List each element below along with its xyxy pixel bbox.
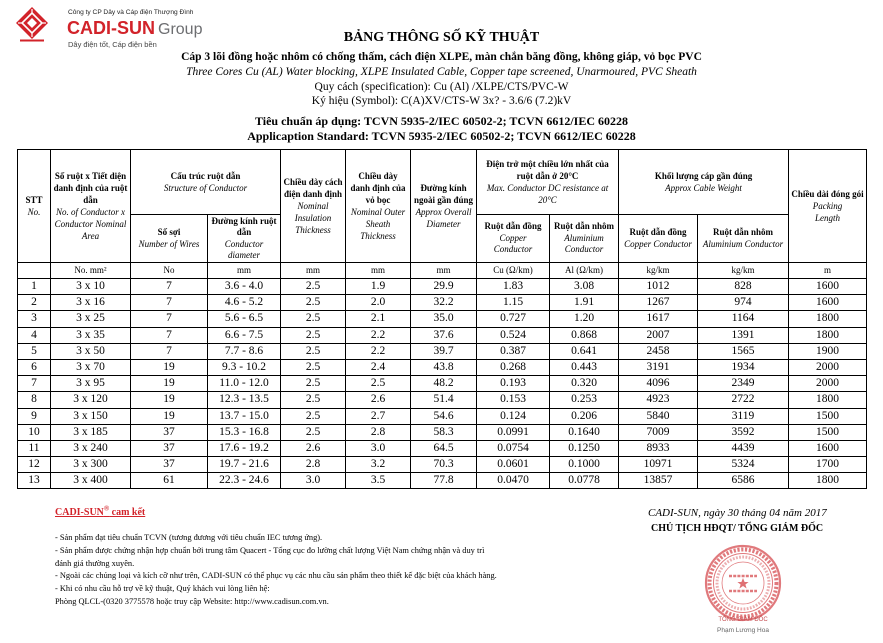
cell-stt: 1 bbox=[18, 279, 51, 295]
header-resistance-en: Max. Conductor DC resistance at 20°C bbox=[486, 183, 609, 205]
cell-cu-resistance: 0.0991 bbox=[477, 424, 550, 440]
cell-cu-weight: 1012 bbox=[619, 279, 698, 295]
cell-insulation-thickness: 2.5 bbox=[281, 392, 346, 408]
cell-sheath-thickness: 1.9 bbox=[346, 279, 411, 295]
cell-cu-weight: 13857 bbox=[619, 473, 698, 489]
cell-stt: 8 bbox=[18, 392, 51, 408]
header-resistance-cu-vi: Ruột dẫn đồng bbox=[484, 221, 542, 232]
cell-sheath-thickness: 2.4 bbox=[346, 359, 411, 375]
cell-packing-length: 2000 bbox=[789, 376, 867, 392]
cell-packing-length: 1800 bbox=[789, 327, 867, 343]
cell-cu-weight: 8933 bbox=[619, 440, 698, 456]
cell-conductor-diameter: 11.0 - 12.0 bbox=[208, 376, 281, 392]
unit-resistance-al: Al (Ω/km) bbox=[550, 263, 619, 279]
header-packing-vi: Chiều dài đóng gói bbox=[791, 189, 864, 199]
commitment-line: - Sản phẩm đạt tiêu chuẩn TCVN (tương đương với tiêu chuẩn IEC tương ứng). bbox=[55, 533, 323, 542]
cell-al-weight: 5324 bbox=[698, 457, 789, 473]
cell-cu-resistance: 0.193 bbox=[477, 376, 550, 392]
header-resistance-cu bbox=[477, 215, 550, 263]
unit-conductor: No. mm² bbox=[51, 263, 131, 279]
header-wires-vi: Số sợi bbox=[157, 227, 181, 237]
header-resistance-cu-en: Copper Conductor bbox=[493, 232, 533, 255]
cell-overall-diameter: 35.0 bbox=[411, 311, 477, 327]
cell-sheath-thickness: 2.0 bbox=[346, 295, 411, 311]
header-sheath-en: Nominal Outer Sheath Thickness bbox=[350, 207, 406, 241]
commitment-line: đánh giá thường xuyên. bbox=[55, 558, 135, 568]
table-row bbox=[18, 279, 867, 295]
cell-cu-weight: 10971 bbox=[619, 457, 698, 473]
header-weight-cu-vi: Ruột dẫn đồng bbox=[629, 227, 687, 237]
cell-al-resistance: 0.320 bbox=[550, 376, 619, 392]
table-row bbox=[18, 327, 867, 343]
cell-stt: 10 bbox=[18, 424, 51, 440]
cell-conductor-diameter: 12.3 - 13.5 bbox=[208, 392, 281, 408]
cell-conductor-diameter: 7.7 - 8.6 bbox=[208, 343, 281, 359]
header-sheath bbox=[346, 150, 411, 263]
cell-insulation-thickness: 2.5 bbox=[281, 424, 346, 440]
cell-conductor-diameter: 3.6 - 4.0 bbox=[208, 279, 281, 295]
cell-insulation-thickness: 2.5 bbox=[281, 327, 346, 343]
cell-insulation-thickness: 2.5 bbox=[281, 343, 346, 359]
cell-al-weight: 2349 bbox=[698, 376, 789, 392]
cell-al-weight: 3119 bbox=[698, 408, 789, 424]
cell-sheath-thickness: 2.5 bbox=[346, 376, 411, 392]
cell-al-resistance: 1.20 bbox=[550, 311, 619, 327]
cell-al-resistance: 0.641 bbox=[550, 343, 619, 359]
cell-conductor-size: 3 x 300 bbox=[51, 457, 131, 473]
table-row bbox=[18, 424, 867, 440]
cell-insulation-thickness: 2.5 bbox=[281, 311, 346, 327]
cell-al-resistance: 1.91 bbox=[550, 295, 619, 311]
header-resistance-al-vi: Ruột dẫn nhôm bbox=[554, 221, 615, 232]
cell-cu-weight: 1267 bbox=[619, 295, 698, 311]
table-row bbox=[18, 408, 867, 424]
cell-cu-resistance: 0.524 bbox=[477, 327, 550, 343]
specification: Quy cách (specification): Cu (Al) /XLPE/CTS/PVC-W bbox=[314, 81, 569, 93]
header-resistance-al bbox=[550, 215, 619, 263]
cell-conductor-diameter: 6.6 - 7.5 bbox=[208, 327, 281, 343]
cell-conductor-diameter: 5.6 - 6.5 bbox=[208, 311, 281, 327]
header-conductor-en: No. of Conductor x Conductor Nominal Area bbox=[54, 207, 127, 241]
commitment-title bbox=[55, 504, 146, 519]
header-weight-al-en: Aluminium Conductor bbox=[702, 238, 784, 249]
cell-stt: 11 bbox=[18, 440, 51, 456]
cell-cu-resistance: 1.15 bbox=[477, 295, 550, 311]
cell-packing-length: 1500 bbox=[789, 424, 867, 440]
cell-conductor-diameter: 4.6 - 5.2 bbox=[208, 295, 281, 311]
cell-conductor-size: 3 x 120 bbox=[51, 392, 131, 408]
cell-al-weight: 1164 bbox=[698, 311, 789, 327]
table-body bbox=[18, 279, 867, 489]
cell-conductor-size: 3 x 25 bbox=[51, 311, 131, 327]
table-row bbox=[18, 392, 867, 408]
cell-packing-length: 1500 bbox=[789, 408, 867, 424]
cell-cu-weight: 4923 bbox=[619, 392, 698, 408]
cell-al-resistance: 0.868 bbox=[550, 327, 619, 343]
header-overall-en: Approx Overall Diameter bbox=[415, 207, 472, 229]
cell-al-resistance: 0.206 bbox=[550, 408, 619, 424]
header-stt bbox=[18, 150, 51, 263]
cell-cu-resistance: 0.0754 bbox=[477, 440, 550, 456]
cell-conductor-size: 3 x 400 bbox=[51, 473, 131, 489]
header-diameter bbox=[208, 215, 281, 263]
cell-cu-resistance: 0.387 bbox=[477, 343, 550, 359]
cell-overall-diameter: 29.9 bbox=[411, 279, 477, 295]
header-wires bbox=[131, 215, 208, 263]
cell-stt: 4 bbox=[18, 327, 51, 343]
cell-al-resistance: 0.443 bbox=[550, 359, 619, 375]
standard-en: Applicaption Standard: TCVN 5935-2/IEC 60502-2; TCVN 6612/IEC 60228 bbox=[247, 129, 636, 143]
cell-conductor-size: 3 x 10 bbox=[51, 279, 131, 295]
cell-overall-diameter: 37.6 bbox=[411, 327, 477, 343]
cell-cu-weight: 3191 bbox=[619, 359, 698, 375]
cell-wire-count: 7 bbox=[131, 327, 208, 343]
cell-overall-diameter: 39.7 bbox=[411, 343, 477, 359]
signer-name: Phạm Lương Hoa bbox=[717, 627, 769, 634]
units-row bbox=[18, 263, 867, 279]
page-title: BẢNG THÔNG SỐ KỸ THUẬT bbox=[343, 30, 540, 45]
cell-cu-weight: 4096 bbox=[619, 376, 698, 392]
cell-cu-weight: 2458 bbox=[619, 343, 698, 359]
header-weight-cu bbox=[619, 215, 698, 263]
slogan: Dây điện tốt, Cáp điện bền bbox=[68, 40, 157, 49]
cell-conductor-diameter: 22.3 - 24.6 bbox=[208, 473, 281, 489]
cell-sheath-thickness: 2.2 bbox=[346, 343, 411, 359]
table-row bbox=[18, 359, 867, 375]
description-vi: Cáp 3 lõi đồng hoặc nhôm có chống thấm, cách điện XLPE, màn chắn băng đồng, không giáp, vỏ bọc PVC bbox=[181, 51, 702, 63]
cell-al-weight: 3592 bbox=[698, 424, 789, 440]
cell-conductor-diameter: 17.6 - 19.2 bbox=[208, 440, 281, 456]
cell-wire-count: 61 bbox=[131, 473, 208, 489]
cell-wire-count: 37 bbox=[131, 424, 208, 440]
cell-conductor-size: 3 x 150 bbox=[51, 408, 131, 424]
header-sheath-vi: Chiều dày danh định của vỏ bọc bbox=[350, 171, 406, 205]
cell-insulation-thickness: 2.5 bbox=[281, 359, 346, 375]
cell-conductor-size: 3 x 95 bbox=[51, 376, 131, 392]
cell-overall-diameter: 58.3 bbox=[411, 424, 477, 440]
header-packing-en: Packing Length bbox=[812, 201, 843, 223]
cell-stt: 2 bbox=[18, 295, 51, 311]
cell-al-resistance: 0.0778 bbox=[550, 473, 619, 489]
cell-overall-diameter: 77.8 bbox=[411, 473, 477, 489]
table-row bbox=[18, 376, 867, 392]
cell-conductor-size: 3 x 50 bbox=[51, 343, 131, 359]
table-row bbox=[18, 457, 867, 473]
commitment-line: - Ngoài các chủng loại và kích cỡ như trên, CADI-SUN có thể phục vụ các nhu cầu sản phẩm theo thiết kế đặc biệt của khách hàng. bbox=[55, 571, 497, 581]
cell-packing-length: 1700 bbox=[789, 457, 867, 473]
unit-wires: No bbox=[131, 263, 208, 279]
header-conductor-vi: Số ruột x Tiết diện danh định của ruột dẫn bbox=[53, 171, 128, 205]
contact-line: Phòng QLCL-(0320 3775578 hoặc truy cập Website: http://www.cadisun.com.vn. bbox=[55, 596, 329, 606]
cell-al-weight: 6586 bbox=[698, 473, 789, 489]
header-wires-en: Number of Wires bbox=[138, 238, 200, 249]
cell-al-resistance: 0.1250 bbox=[550, 440, 619, 456]
standard-vi: Tiêu chuẩn áp dụng: TCVN 5935-2/IEC 60502-2; TCVN 6612/IEC 60228 bbox=[254, 114, 629, 128]
cell-cu-weight: 5840 bbox=[619, 408, 698, 424]
commitment-brand: CADI-SUN bbox=[55, 507, 104, 518]
cell-wire-count: 7 bbox=[131, 279, 208, 295]
registered-mark: ® bbox=[103, 504, 110, 513]
header-overall-vi: Đường kính ngoài gần đúng bbox=[414, 183, 474, 205]
cell-overall-diameter: 32.2 bbox=[411, 295, 477, 311]
cell-packing-length: 1800 bbox=[789, 311, 867, 327]
cell-conductor-diameter: 13.7 - 15.0 bbox=[208, 408, 281, 424]
header-weight-vi: Khối lượng cáp gần đúng bbox=[654, 171, 753, 181]
cell-conductor-size: 3 x 185 bbox=[51, 424, 131, 440]
description-en: Three Cores Cu (AL) Water blocking, XLPE Insulated Cable, Copper tape screened, Unarmoured, PVC Sheath bbox=[186, 66, 697, 78]
header-stt-en: No. bbox=[27, 207, 41, 217]
cell-wire-count: 19 bbox=[131, 359, 208, 375]
cell-sheath-thickness: 2.7 bbox=[346, 408, 411, 424]
cell-sheath-thickness: 3.2 bbox=[346, 457, 411, 473]
header-stt-vi: STT bbox=[25, 195, 43, 205]
cell-conductor-diameter: 19.7 - 21.6 bbox=[208, 457, 281, 473]
commitment-text: cam kết bbox=[109, 507, 146, 518]
header-structure-en: Structure of Conductor bbox=[163, 183, 248, 193]
unit-weight-al: kg/km bbox=[698, 263, 789, 279]
brand-suffix: Group bbox=[158, 21, 203, 38]
cell-stt: 3 bbox=[18, 311, 51, 327]
company-line: Công ty CP Dây và Cáp điện Thượng Đình bbox=[68, 9, 194, 16]
cell-al-resistance: 0.253 bbox=[550, 392, 619, 408]
header-weight-en: Approx Cable Weight bbox=[665, 183, 742, 193]
brand-name: CADI-SUN bbox=[67, 18, 155, 38]
cell-cu-weight: 2007 bbox=[619, 327, 698, 343]
header-diameter-vi: Đường kính ruột dẫn bbox=[211, 215, 277, 237]
unit-stt bbox=[18, 263, 51, 279]
cell-overall-diameter: 64.5 bbox=[411, 440, 477, 456]
cell-al-weight: 1565 bbox=[698, 343, 789, 359]
cell-packing-length: 1600 bbox=[789, 295, 867, 311]
cell-stt: 9 bbox=[18, 408, 51, 424]
cell-cu-resistance: 1.83 bbox=[477, 279, 550, 295]
cell-al-resistance: 0.1640 bbox=[550, 424, 619, 440]
header-weight bbox=[619, 150, 789, 215]
cell-wire-count: 7 bbox=[131, 295, 208, 311]
cell-sheath-thickness: 2.1 bbox=[346, 311, 411, 327]
unit-diameter: mm bbox=[208, 263, 281, 279]
cell-wire-count: 7 bbox=[131, 343, 208, 359]
cell-overall-diameter: 70.3 bbox=[411, 457, 477, 473]
unit-weight-cu: kg/km bbox=[619, 263, 698, 279]
cell-conductor-size: 3 x 70 bbox=[51, 359, 131, 375]
cell-al-resistance: 0.1000 bbox=[550, 457, 619, 473]
table-row bbox=[18, 343, 867, 359]
cell-cu-resistance: 0.153 bbox=[477, 392, 550, 408]
cell-sheath-thickness: 3.0 bbox=[346, 440, 411, 456]
cell-stt: 13 bbox=[18, 473, 51, 489]
spec-table bbox=[17, 149, 867, 489]
unit-resistance-cu: Cu (Ω/km) bbox=[477, 263, 550, 279]
cell-packing-length: 1800 bbox=[789, 392, 867, 408]
cell-conductor-size: 3 x 16 bbox=[51, 295, 131, 311]
unit-packing: m bbox=[789, 263, 867, 279]
signer-role: TỔNG GIÁM ĐỐC bbox=[718, 617, 768, 623]
commitment-line: - Sản phẩm được chứng nhận hợp chuẩn bởi trung tâm Quacert - Tổng cục đo lường chất lượng Việt Nam chứng nhận và duy trì bbox=[55, 545, 485, 555]
cell-conductor-diameter: 15.3 - 16.8 bbox=[208, 424, 281, 440]
cell-overall-diameter: 54.6 bbox=[411, 408, 477, 424]
header-insulation bbox=[281, 150, 346, 263]
header-insulation-vi: Chiều dày cách điện danh định bbox=[283, 177, 343, 199]
header-weight-al-vi: Ruột dẫn nhôm bbox=[713, 227, 774, 237]
table-row bbox=[18, 295, 867, 311]
cell-al-weight: 2722 bbox=[698, 392, 789, 408]
cell-insulation-thickness: 2.5 bbox=[281, 408, 346, 424]
cell-sheath-thickness: 2.2 bbox=[346, 327, 411, 343]
unit-insulation: mm bbox=[281, 263, 346, 279]
cell-insulation-thickness: 2.6 bbox=[281, 440, 346, 456]
commitment-list bbox=[55, 532, 497, 609]
header-resistance-vi: Điện trở một chiều lớn nhất của ruột dẫn ở 20°C bbox=[486, 159, 609, 181]
cell-wire-count: 37 bbox=[131, 440, 208, 456]
cell-conductor-size: 3 x 240 bbox=[51, 440, 131, 456]
cell-wire-count: 7 bbox=[131, 311, 208, 327]
cell-stt: 6 bbox=[18, 359, 51, 375]
cell-packing-length: 2000 bbox=[789, 359, 867, 375]
cell-wire-count: 19 bbox=[131, 408, 208, 424]
table-row bbox=[18, 440, 867, 456]
header-resistance bbox=[477, 150, 619, 215]
table-row bbox=[18, 311, 867, 327]
cell-packing-length: 1600 bbox=[789, 279, 867, 295]
cell-conductor-diameter: 9.3 - 10.2 bbox=[208, 359, 281, 375]
commitment-line: - Khi có nhu cầu hỗ trợ về kỹ thuật, Quý khách vui lòng liên hệ: bbox=[55, 584, 270, 594]
header-row bbox=[18, 150, 867, 215]
cell-insulation-thickness: 2.5 bbox=[281, 279, 346, 295]
unit-overall-diameter: mm bbox=[411, 263, 477, 279]
cell-wire-count: 37 bbox=[131, 457, 208, 473]
cell-cu-resistance: 0.0470 bbox=[477, 473, 550, 489]
cell-al-weight: 1391 bbox=[698, 327, 789, 343]
cell-stt: 5 bbox=[18, 343, 51, 359]
cell-cu-resistance: 0.0601 bbox=[477, 457, 550, 473]
cell-cu-resistance: 0.268 bbox=[477, 359, 550, 375]
cell-overall-diameter: 51.4 bbox=[411, 392, 477, 408]
cell-cu-weight: 1617 bbox=[619, 311, 698, 327]
header-diameter-en: Conductor diameter bbox=[224, 238, 264, 260]
company-seal-icon bbox=[700, 543, 786, 623]
cell-packing-length: 1900 bbox=[789, 343, 867, 359]
cell-al-weight: 828 bbox=[698, 279, 789, 295]
header-structure bbox=[131, 150, 281, 215]
unit-sheath: mm bbox=[346, 263, 411, 279]
table-row bbox=[18, 473, 867, 489]
symbol: Ký hiệu (Symbol): C(A)XV/CTS-W 3x? - 3.6/6 (7.2)kV bbox=[311, 95, 572, 107]
header-structure-vi: Cấu trúc ruột dẫn bbox=[170, 171, 241, 181]
header-overall-diameter bbox=[411, 150, 477, 263]
cell-cu-weight: 7009 bbox=[619, 424, 698, 440]
cell-al-weight: 1934 bbox=[698, 359, 789, 375]
cell-al-weight: 4439 bbox=[698, 440, 789, 456]
cell-packing-length: 1600 bbox=[789, 440, 867, 456]
cell-sheath-thickness: 2.6 bbox=[346, 392, 411, 408]
cell-insulation-thickness: 2.5 bbox=[281, 376, 346, 392]
signature-date: CADI-SUN, ngày 30 tháng 04 năm 2017 bbox=[648, 507, 827, 519]
cell-sheath-thickness: 3.5 bbox=[346, 473, 411, 489]
cell-overall-diameter: 48.2 bbox=[411, 376, 477, 392]
cell-insulation-thickness: 2.8 bbox=[281, 457, 346, 473]
cell-al-weight: 974 bbox=[698, 295, 789, 311]
header-conductor bbox=[51, 150, 131, 263]
cell-conductor-size: 3 x 35 bbox=[51, 327, 131, 343]
cell-insulation-thickness: 3.0 bbox=[281, 473, 346, 489]
cell-insulation-thickness: 2.5 bbox=[281, 295, 346, 311]
cell-wire-count: 19 bbox=[131, 376, 208, 392]
cell-packing-length: 1800 bbox=[789, 473, 867, 489]
cell-cu-resistance: 0.727 bbox=[477, 311, 550, 327]
cell-stt: 12 bbox=[18, 457, 51, 473]
cell-cu-resistance: 0.124 bbox=[477, 408, 550, 424]
header-weight-al bbox=[698, 215, 789, 263]
cell-sheath-thickness: 2.8 bbox=[346, 424, 411, 440]
signature-title: CHỦ TỊCH HĐQT/ TỔNG GIÁM ĐỐC bbox=[651, 523, 824, 534]
header-weight-cu-en: Copper Conductor bbox=[624, 238, 692, 249]
cell-wire-count: 19 bbox=[131, 392, 208, 408]
header-resistance-al-en: Aluminium Conductor bbox=[564, 232, 604, 255]
cell-al-resistance: 3.08 bbox=[550, 279, 619, 295]
cell-overall-diameter: 43.8 bbox=[411, 359, 477, 375]
cell-stt: 7 bbox=[18, 376, 51, 392]
header-packing bbox=[789, 150, 867, 263]
header-insulation-en: Nominal Insulation Thickness bbox=[294, 201, 332, 235]
